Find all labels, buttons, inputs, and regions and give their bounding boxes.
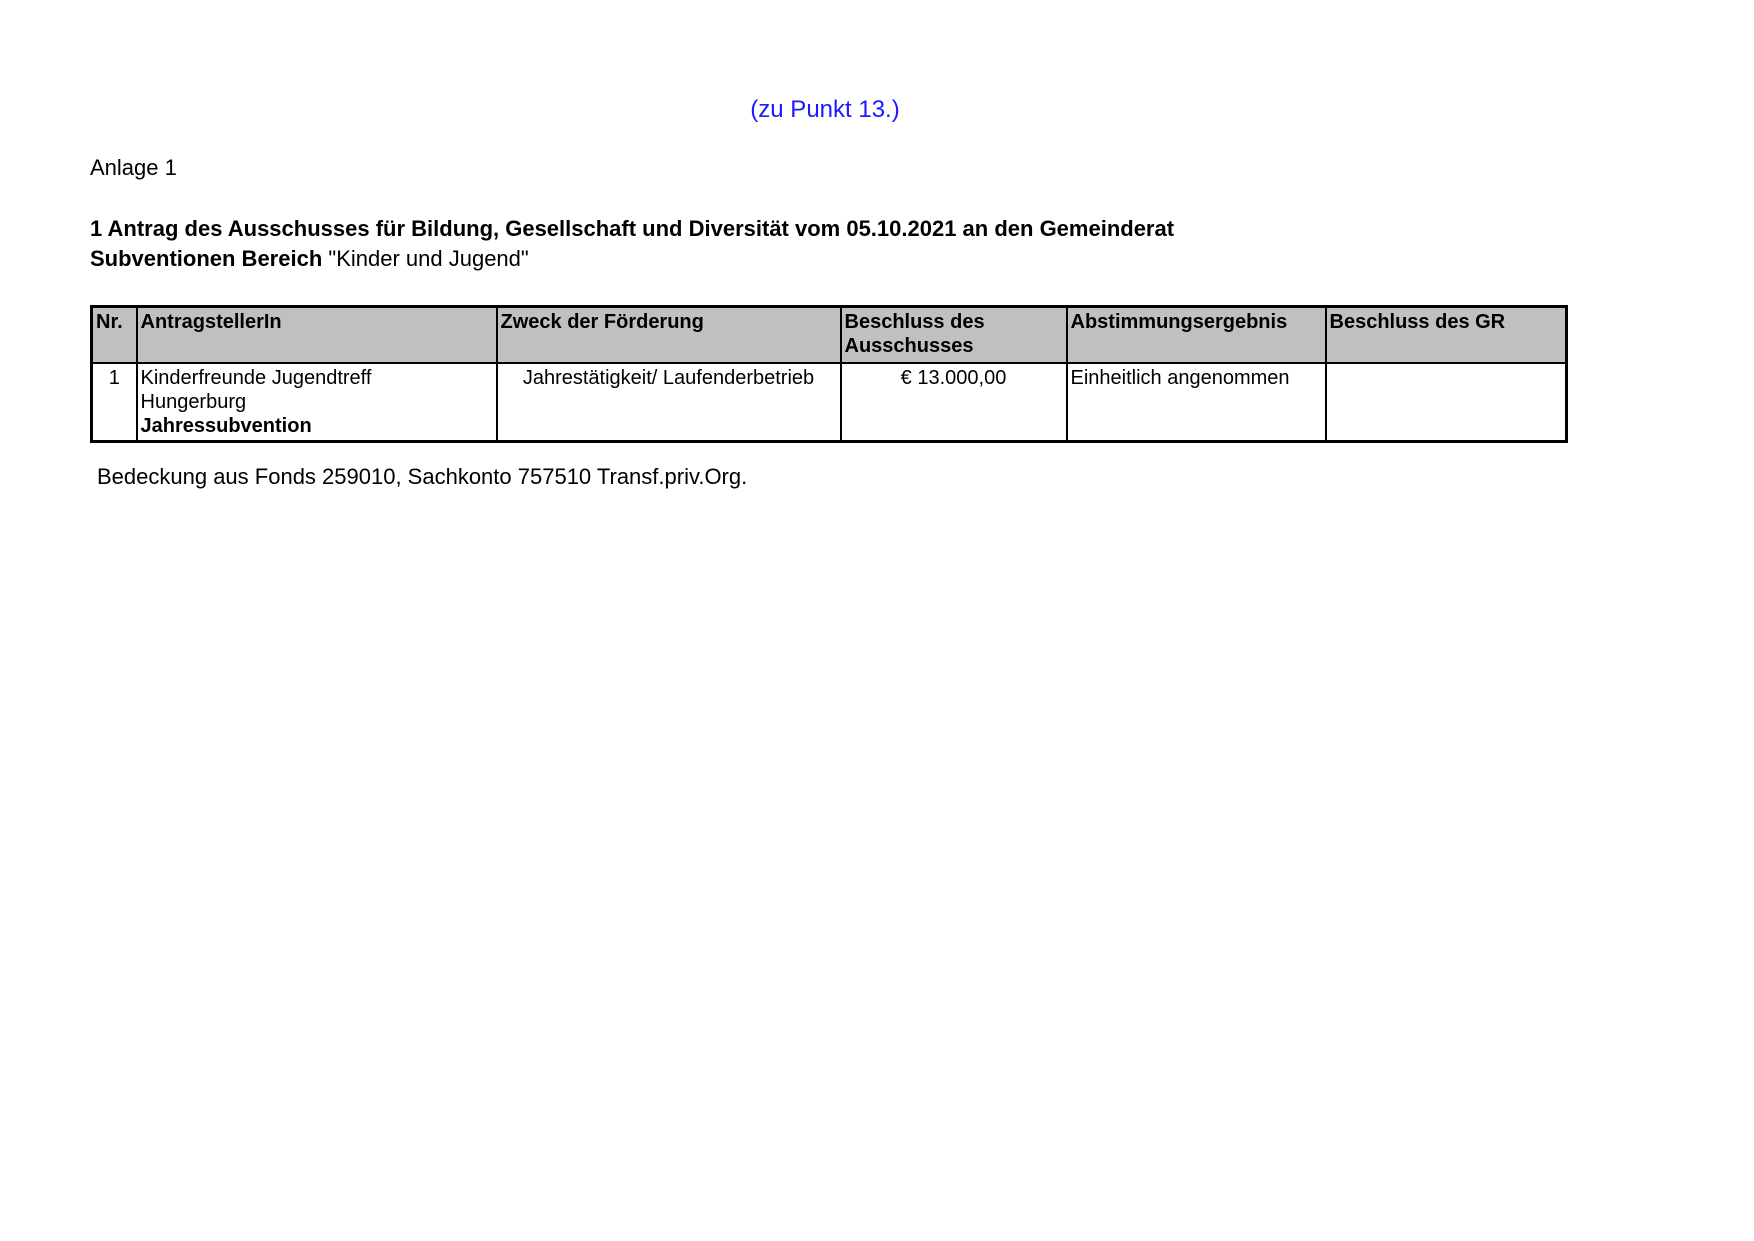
header-abstimmung: Abstimmungsergebnis (1067, 307, 1326, 364)
antragsteller-line2: Hungerburg (140, 391, 247, 413)
cell-nr: 1 (92, 363, 137, 442)
page-reference: (zu Punkt 13.) (750, 96, 900, 123)
cell-antragsteller (137, 363, 497, 442)
subheading-normal: "Kinder und Jugend" (322, 246, 529, 271)
header-nr: Nr. (92, 307, 137, 364)
cell-abstimmung: Einheitlich angenommen (1067, 363, 1326, 442)
subsidy-table (90, 305, 1568, 443)
funding-note: Bedeckung aus Fonds 259010, Sachkonto 757510 Transf.priv.Org. (97, 464, 748, 489)
attachment-label: Anlage 1 (90, 155, 177, 180)
document-subheading (90, 246, 529, 272)
header-beschluss-ausschuss (841, 307, 1067, 364)
document-heading: 1 Antrag des Ausschusses für Bildung, Gesellschaft und Diversität vom 05.10.2021 an den Gemeinderat (90, 216, 1175, 241)
header-beschluss-ausschuss-line1: Beschluss des (844, 311, 985, 333)
header-zweck: Zweck der Förderung (497, 307, 841, 364)
table-header-row (92, 307, 1567, 364)
antragsteller-line1: Kinderfreunde Jugendtreff (140, 367, 372, 389)
header-antragsteller: AntragstellerIn (137, 307, 497, 364)
table-row (92, 363, 1567, 442)
header-beschluss-gr: Beschluss des GR (1326, 307, 1567, 364)
subheading-bold: Subventionen Bereich (90, 246, 323, 271)
antragsteller-line3: Jahressubvention (140, 415, 312, 437)
cell-beschluss-ausschuss: € 13.000,00 (841, 363, 1067, 442)
cell-beschluss-gr (1326, 363, 1567, 442)
header-beschluss-ausschuss-line2: Ausschusses (844, 335, 974, 357)
cell-zweck: Jahrestätigkeit/ Laufenderbetrieb (497, 363, 841, 442)
